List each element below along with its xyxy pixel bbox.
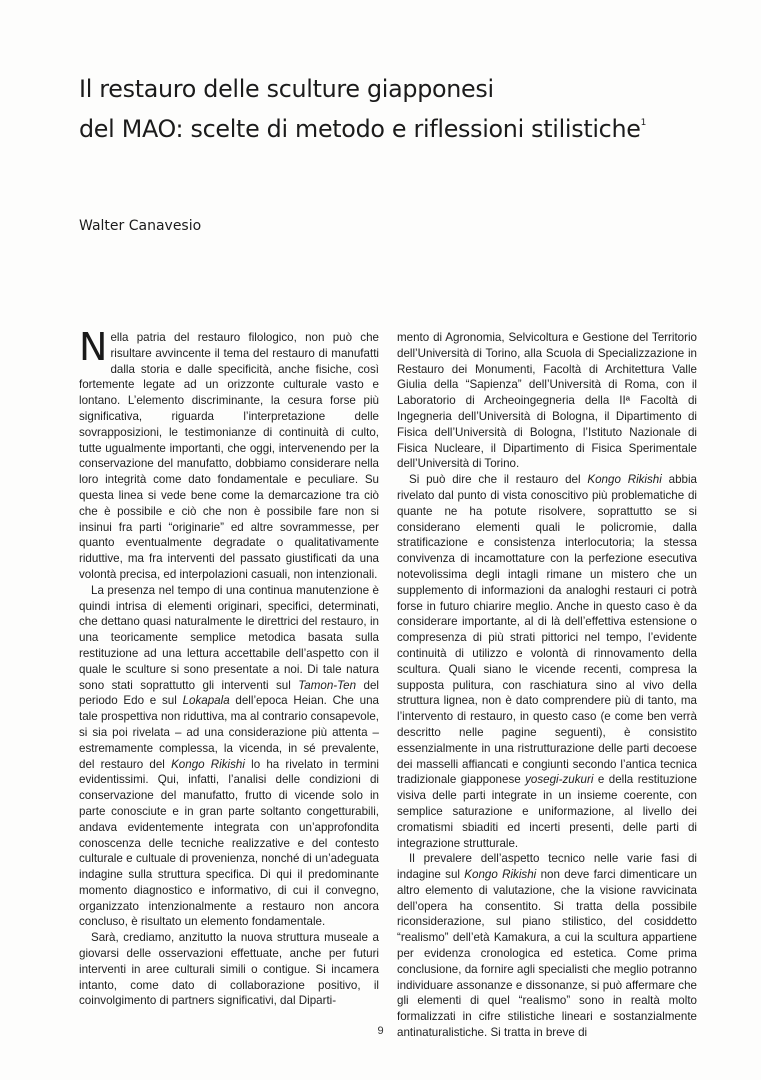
paragraph-5-text-b: abbia rivelato dal punto di vista conoscitivo più problematiche di quante ne ha potute risolvere, soprattutto se si considerano elementi quali le policromie, dalla stratificazione e consistenza interlocutoria; la stessa convivenza di incamottature con la perfezione esecutiva notevolissima degli intagli rimane un mistero che un supplemento di informazioni da analoghi restauri ci potrà forse in futuro chiarire meglio. Anche in questo caso è da considerare importante, al di là dell’effettiva estensione o compresenza di più strati pittorici nel tempo, l’evidente continuità di utilizzo e volontà di rinnovamento della scultura. Quali siano le vicende recenti, compresa la supposta pulitura, con raschiatura sino al vivo della struttura lignea, non è dato comprendere più di tanto, ma l’intervento di restauro, in questo caso (e come ben verrà descritto nelle pagine seguenti), è consistito essenzialmente in una ristrutturazione delle parti decoese dei masselli affiancati e congiunti secondo l’antica tecnica tradizionale giapponese bbox=[397, 473, 698, 787]
paragraph-1-text: ella patria del restauro filologico, non può che risultare avvincente il tema del restauro di manufatti dalla storia e dalle specificità, anche fisiche, così fortemente legate ad un orizzonte culturale vasto e lontano. L’elemento discriminante, la cesura forse più significativa, riguarda l’interpretazione delle sovrapposizioni, le testimonianze di continuità di culto, tutte ugualmente importanti, che oggi, intervenendo per la conservazione del manufatto, dobbiamo considerare nella loro integrità come dato fondamentale e peculiare. Su questa linea si vede bene come la demarcazione tra ciò che è possibile e ciò che non è possibile fare non si insinui fra parti “originarie” ed altre sovrammesse, per quanto eventualmente degradate o qualitativamente riduttive, ma fra interventi del passato giustificati da una volontà precisa, ed interpolazioni casuali, non intenzionali. bbox=[79, 331, 379, 581]
right-column bbox=[397, 330, 697, 1041]
artwork-title-lokapala: Lokapala bbox=[182, 694, 230, 708]
artwork-title-tamon-ten: Tamon-Ten bbox=[298, 678, 357, 692]
paragraph-2 bbox=[79, 583, 379, 931]
artwork-title-kongo-rikishi: Kongo Rikishi bbox=[587, 473, 662, 487]
paragraph-6 bbox=[397, 851, 697, 1041]
footnote-marker[interactable]: 1 bbox=[640, 118, 647, 128]
paragraph-5-text-a: Si può dire che il restauro del bbox=[409, 473, 588, 487]
paragraph-2-text-d: lo ha rivelato in termini evidentissimi. Qui, infatti, l’analisi delle condizioni di conservazione del manufatto, frutto di vicende solo in parte conosciute e in gran parte soltanto congetturabili, andava evidentemente integrata con un’approfondita conoscenza delle tecniche realizzative e del contesto culturale e cultuale di provenienza, nonché di un’adeguata indagine sulla struttura specifica. Di qui il predominante momento diagnostico e informativo, di cui il convegno, organizzato intenzionalmente a restauro non ancora concluso, è risultato un elemento fondamentale. bbox=[79, 757, 380, 929]
page-number: 9 bbox=[377, 1025, 384, 1037]
technique-term-yosegi-zukuri: yosegi-zukuri bbox=[525, 773, 594, 787]
paragraph-2-text-b: del periodo Edo e sul bbox=[79, 678, 379, 708]
paragraph-6-text-a: Il prevalere dell’aspetto tecnico nelle varie fasi di indagine sul bbox=[397, 852, 697, 882]
paragraph-2-text-c: dell’epoca Heian. Che una tale prospettiva non riduttiva, ma al contrario consapevole, si sia poi rivelata – ad una considerazione più attenta – estremamente complessa, la vicenda, in sé prevalente, del restauro del bbox=[79, 694, 379, 771]
paragraph-6-text-b: non deve farci dimenticare un altro elemento di valutazione, che la visione ravvicinata dell’opera ha consentito. Si tratta della possibile riconsiderazione, sul piano stilistico, del cosiddetto “realismo” dell’età Kamakura, a cui la scultura appartiene per evidenza cronologica ed estetica. Come prima conclusione, da fornire agli specialisti che meglio potranno individuare assonanze e dissonanze, si può affermare che gli elementi di quel “realismo” sono in realtà molto formalizzati in cifre stilistiche lineari e sostanzialmente antinaturalistiche. Si tratta in breve di bbox=[397, 868, 698, 1040]
title-line-1: Il restauro delle sculture giapponesi bbox=[79, 75, 494, 103]
paragraph-4: mento di Agronomia, Selvicoltura e Gestione del Territorio dell’Università di Torino, alla Scuola di Specializzazione in Restauro dei Monumenti, Facoltà di Architettura Valle Giulia della “Sapienza” dell’Università di Roma, con il Laboratorio di Archeoingegneria della IIª Facoltà di Ingegneria dell’Università di Bologna, il Dipartimento di Fisica dell’Università di Bologna, l’Istituto Nazionale di Fisica Nucleare, il Dipartimento di Fisica Sperimentale dell’Università di Torino. bbox=[397, 331, 697, 471]
article-title bbox=[79, 72, 719, 146]
author-name: Walter Canavesio bbox=[79, 218, 202, 234]
title-line-2-text: del MAO: scelte di metodo e riflessioni stilistiche bbox=[79, 115, 641, 143]
paragraph-3: Sarà, crediamo, anzitutto la nuova struttura museale a giovarsi delle osservazioni effettuate, anche per futuri interventi in aree culturali simili o contigue. Si incamera intanto, come dato di collaborazione positivo, il coinvolgimento di partners significativi, dal Diparti- bbox=[79, 931, 379, 1008]
artwork-title-kongo-rikishi: Kongo Rikishi bbox=[171, 757, 245, 771]
paragraph-5-text-c: e della restituzione visiva delle parti integrate in un insieme coerente, con semplice saturazione e uniformazione, al livello dei cromatismi sbiaditi ed incerti presenti, delle parti di integrazione strutturale. bbox=[397, 773, 697, 850]
paragraph-5 bbox=[397, 472, 697, 851]
paragraph-2-text-a: La presenza nel tempo di una continua manutenzione è quindi intrisa di elementi originari, specifici, determinati, che dettano quasi naturalmente le direttrici del restauro, in una teoricamente semplice metodica basata sulla restituzione ad una lettura accettabile dell’aspetto con il quale le sculture si sono presentate a noi. Di tale natura sono stati soprattutto gli interventi sul bbox=[79, 583, 379, 692]
drop-cap: N bbox=[79, 325, 108, 369]
left-column bbox=[79, 325, 380, 1009]
title-line-2 bbox=[79, 106, 719, 146]
artwork-title-kongo-rikishi: Kongo Rikishi bbox=[464, 868, 537, 882]
paragraph-1 bbox=[79, 325, 379, 583]
